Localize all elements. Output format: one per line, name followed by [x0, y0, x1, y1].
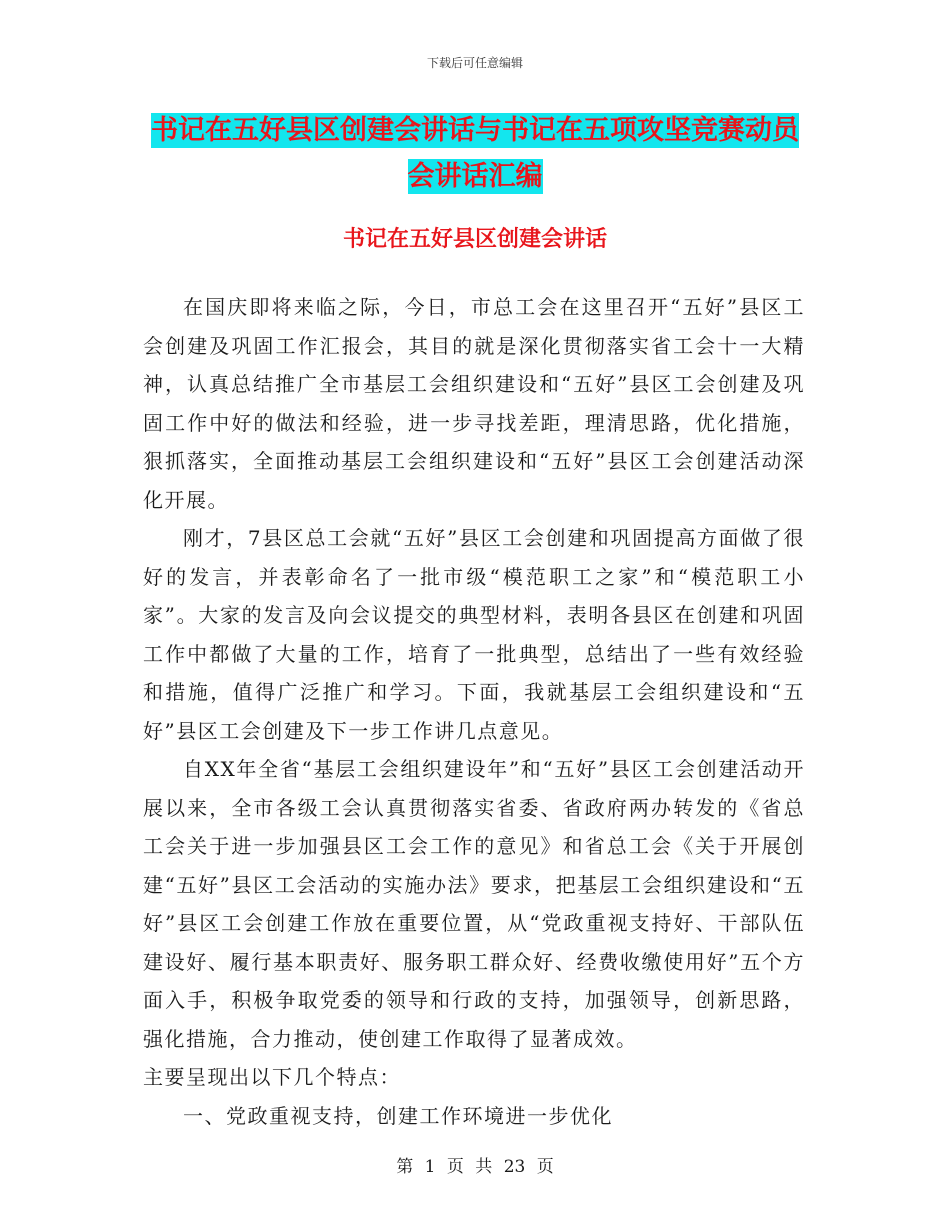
paragraph: 主要呈现出以下几个特点：: [143, 1065, 401, 1089]
paragraph: 自XX年全省“基层工会组织建设年”和“五好”县区工会创建活动开展以来，全市各级工会认真贯彻落实省委、省政府两办转发的《省总工会关于进一步加强县区工会工作的意见》和省总工会《关于开展创建“五好”县区工会活动的实施办法》要求，把基层工会组织建设和“五好”县区工会创建工作放在重要位置，从“党政重视支持好、干部队伍建设好、履行基本职责好、服务职工群众好、经费收缴使用好”五个方面入手，积极争取党委的领导和行政的支持，加强领导，创新思路，强化措施，合力推动，使创建工作取得了显著成效。: [143, 757, 805, 1051]
section-title: 书记在五好县区创建会讲话: [342, 227, 607, 252]
paragraph: 在国庆即将来临之际，今日，市总工会在这里召开“五好”县区工会创建及巩固工作汇报会，其目的就是深化贯彻落实省工会十一大精神，认真总结推广全市基层工会组织建设和“五好”县区工会创建及巩固工作中好的做法和经验，进一步寻找差距，理清思路，优化措施，狠抓落实，全面推动基层工会组织建设和“五好”县区工会创建活动深化开展。: [143, 295, 805, 512]
paragraph: 刚才，7县区总工会就“五好”县区工会创建和巩固提高方面做了很好的发言，并表彰命名了一批市级“模范职工之家”和“模范职工小家”。大家的发言及向会议提交的典型材料，表明各县区在创建和巩固工作中都做了大量的工作，培育了一批典型，总结出了一些有效经验和措施，值得广泛推广和学习。下面，我就基层工会组织建设和“五好”县区工会创建及下一步工作讲几点意见。: [143, 526, 805, 743]
header-note: 下载后可任意编辑: [426, 56, 523, 70]
body-text: [143, 288, 805, 1135]
paragraph-heading: 一、党政重视支持，创建工作环境进一步优化: [183, 1103, 613, 1128]
document-title-text: 书记在五好县区创建会讲话与书记在五项攻坚竞赛动员会讲话汇编: [151, 115, 799, 192]
page-footer: 第 1 页 共 23 页: [396, 1157, 554, 1177]
document-title: [145, 108, 805, 200]
